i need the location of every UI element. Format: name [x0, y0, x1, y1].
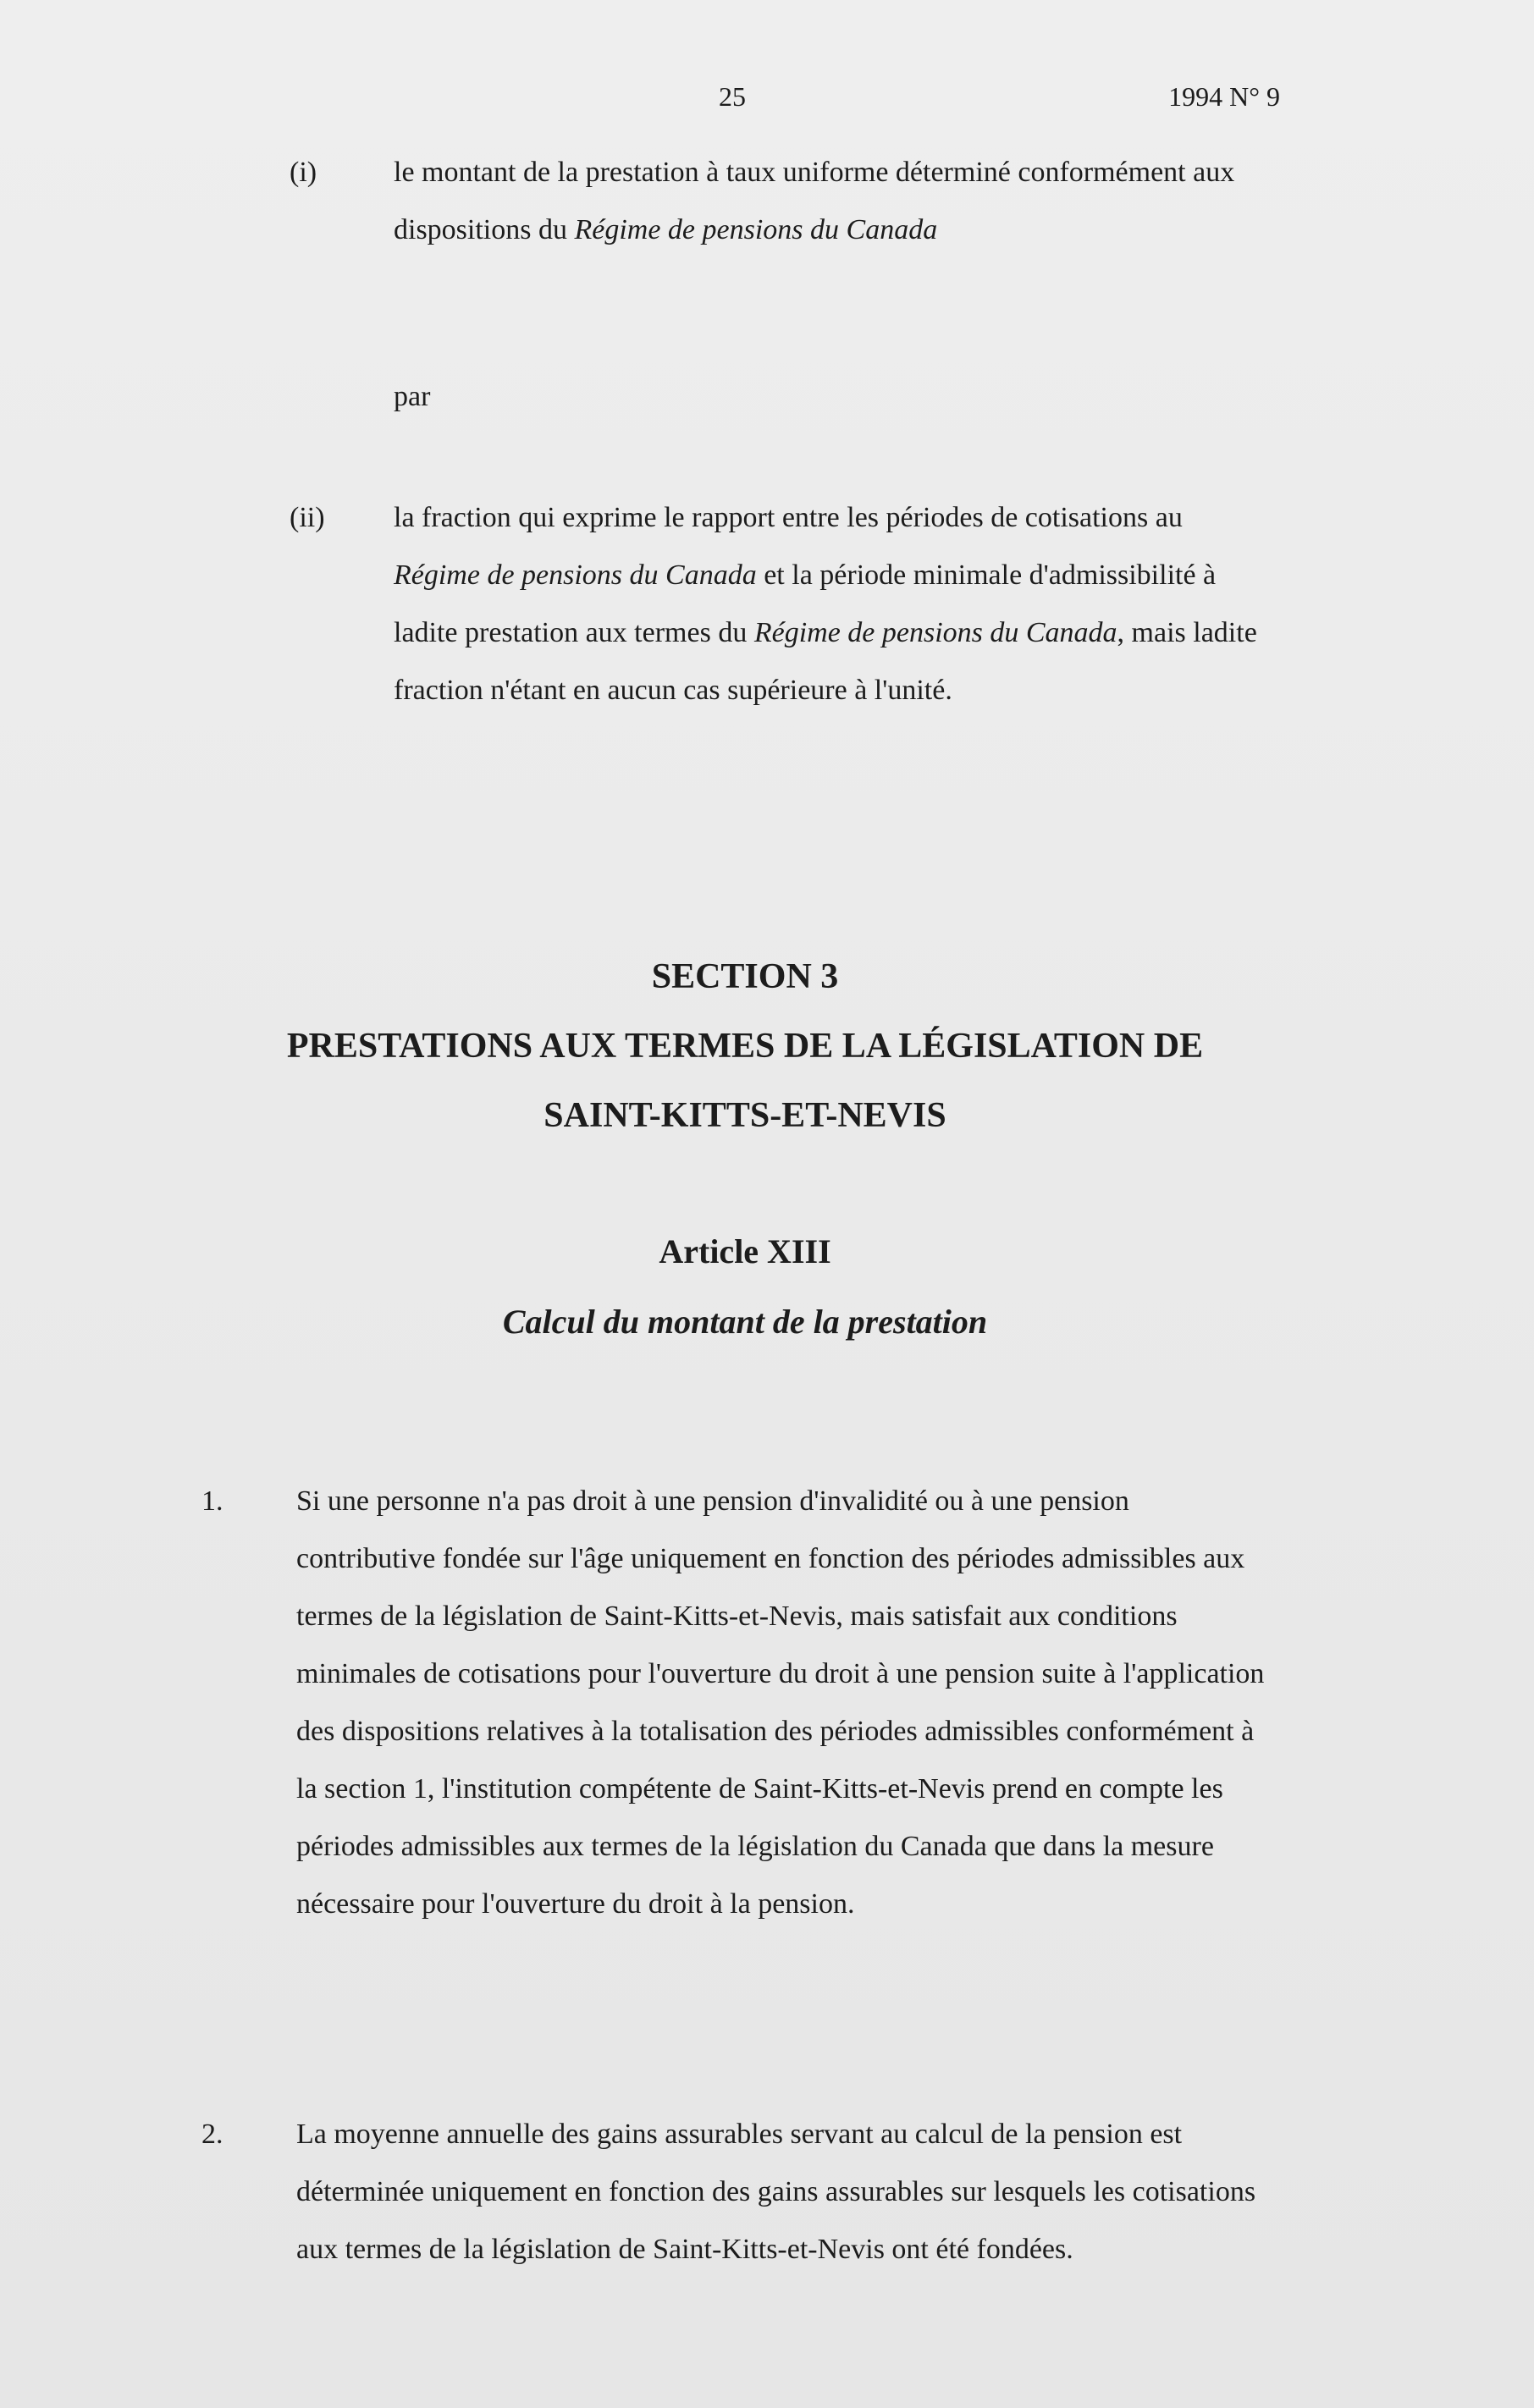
subparagraph-text — [394, 489, 1266, 719]
section-title-line2: SAINT-KITTS-ET-NEVIS — [544, 1096, 946, 1135]
subparagraph-label: (ii) — [290, 502, 325, 533]
paragraph-number: 1. — [201, 1485, 223, 1517]
connector-word: par — [394, 381, 431, 412]
paragraph-text: La moyenne annuelle des gains assurables servant au calcul de la pension est déterminée uniquement en fonction des gains assurables sur lesquels les cotisations aux termes de la législation de Saint-Kitts-et-Nevis ont été fondées. — [296, 2119, 1256, 2265]
subparagraph-label: (i) — [290, 157, 317, 188]
text-run: et la période minimale d'admissibilité à ladite prestation aux termes du — [394, 559, 1217, 648]
article-title: Calcul du montant de la prestation — [502, 1303, 988, 1341]
article-number: Article XIII — [659, 1232, 831, 1270]
document-reference: 1994 N° 9 — [1168, 81, 1280, 112]
section-number: SECTION 3 — [651, 957, 839, 996]
italic-citation: Régime de pensions du Canada — [753, 617, 1117, 648]
paragraph-number: 2. — [201, 2119, 223, 2150]
text-run: la fraction qui exprime le rapport entre les périodes de cotisations au — [394, 502, 1183, 533]
italic-citation: Régime de pensions du Canada — [574, 214, 938, 245]
section-title-line1: PRESTATIONS AUX TERMES DE LA LÉGISLATION DE — [286, 1027, 1204, 1066]
italic-citation: Régime de pensions du Canada — [394, 559, 757, 591]
page-number: 25 — [719, 81, 746, 112]
text-run: , mais ladite fraction n'étant en aucun cas supérieure à l'unité. — [394, 617, 1257, 706]
paragraph-text: Si une personne n'a pas droit à une pension d'invalidité ou à une pension contributive fondée sur l'âge uniquement en fonction des périodes admissibles aux termes de la législation de Saint-Kitts-et-Nevis, mais satisfait aux conditions minimales de cotisations pour l'ouverture du droit à une pension suite à l'application des dispositions relatives à la totalisation des périodes admissibles conformément à la section 1, l'institution compétente de Saint-Kitts-et-Nevis prend en compte les périodes admissibles aux termes de la législation du Canada que dans la mesure nécessaire pour l'ouverture du droit à la pension. — [296, 1485, 1265, 1920]
text-run: le montant de la prestation à taux uniforme déterminé conformément aux dispositions du — [394, 157, 1235, 245]
subparagraph-text — [394, 144, 1266, 259]
